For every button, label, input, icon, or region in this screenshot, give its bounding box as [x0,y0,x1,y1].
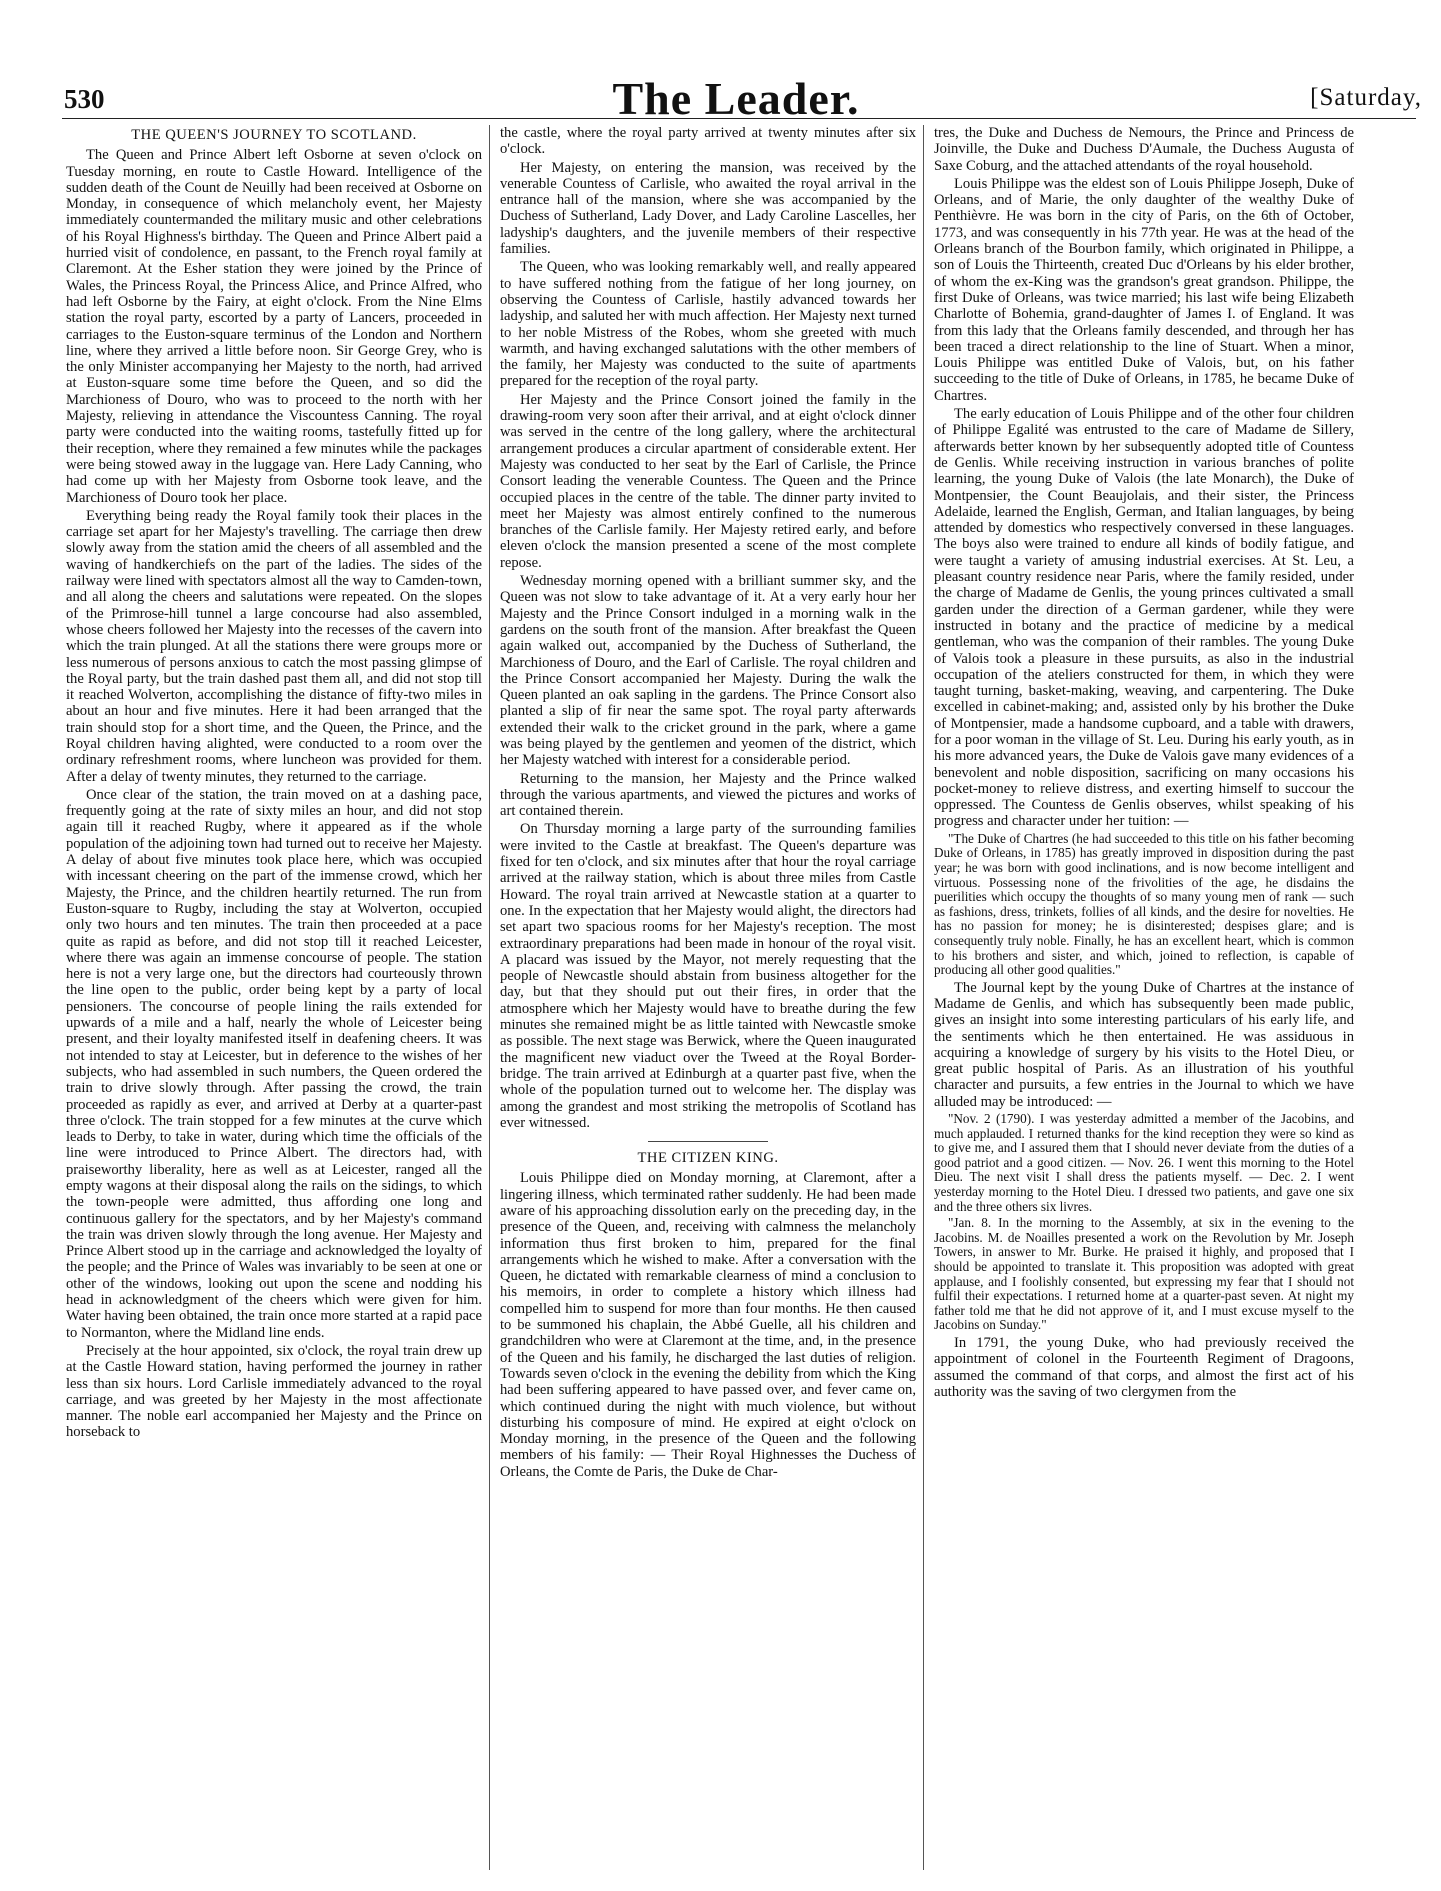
paragraph: tres, the Duke and Duchess de Nemours, the Prince and Princess de Joinville, the Duke and Duchess D'Aumale, the Duchess Augusta of Saxe Coburg, and the attached attendants of the royal household. [934,125,1354,174]
section-divider [648,1141,768,1142]
paragraph: The early education of Louis Philippe and of the other four children of Philippe Egalité was entrusted to the care of Madame de Sillery, afterwards better known by her subsequently adopted title of Countess de Genlis. While receiving instruction in various branches of polite learning, the young Duke of Valois (the late Monarch), the Duke of Montpensier, the Count Beaujolais, and their sister, the Princess Adelaide, learned the English, German, and Italian languages, by being attended by domestics who respectively conversed in these languages. The boys also were trained to endure all kinds of bodily fatigue, and were taught a variety of amusing industrial exercises. At St. Leu, a pleasant country residence near Paris, where the family resided, under the charge of Madame de Genlis, the young princes cultivated a small garden under the direction of a German gardener, while they were instructed in botany and the practice of medicine by a medical gentleman, who was the companion of their rambles. The young Duke of Valois took a pleasure in these pursuits, as also in the industrial occupation of the ateliers constructed for them, in which they were taught turning, basket-making, weaving, and carpentering. The Duke excelled in cabinet-making; and, assisted only by his brother the Duke of Montpensier, made a handsome cupboard, and a table with drawers, for a poor woman in the village of St. Leu. During his early youth, as in his more advanced years, the Duke de Valois gave many evidences of a benevolent and noble disposition, sacrificing on many occasions his pocket-money to relieve distress, and exerting himself to succour the oppressed. The Countess de Genlis observes, whilst speaking of his progress and character under her tuition: — [934,406,1354,830]
column-2 [500,125,916,1873]
paragraph: The Journal kept by the young Duke of Chartres at the instance of Madame de Genlis, and which has subsequently been made public, gives an insight into some interesting particulars of his early life, and the sentiments which he then entertained. He was assiduous in acquiring a knowledge of surgery by his visits to the Hotel Dieu, or great public hospital of Paris. As an illustration of his youthful character and pursuits, a few entries in the Journal to which we have alluded may be introduced: — [934,979,1354,1110]
paragraph: Precisely at the hour appointed, six o'clock, the royal train drew up at the Castle Howard station, having performed the journey in rather less than six hours. Lord Carlisle immediately advanced to the royal carriage, and was greeted by her Majesty in the most affectionate manner. The noble earl accompanied her Majesty and the Prince on horseback to [66,1342,482,1441]
column-divider [489,125,490,1870]
paragraph: Returning to the mansion, her Majesty and the Prince walked through the various apartments, and viewed the pictures and works of art contained therein. [500,770,916,820]
page-number: 530 [64,84,105,114]
column-3 [934,125,1354,1873]
column-1 [66,125,482,1873]
article-heading: THE CITIZEN KING. [637,1150,779,1167]
paragraph: In 1791, the young Duke, who had previously received the appointment of colonel in the Fourteenth Regiment of Dragoons, assumed the command of that corps, and almost the first act of his authority was the saving of two clergymen from the [934,1334,1354,1400]
block-quote: "The Duke of Chartres (he had succeeded to this title on his father becoming Duke of Orleans, in 1785) has greatly improved in disposition during the past year; he was born with good inclinations, and is now become intelligent and virtuous. Possessing none of the frivolities of the age, he disdains the puerilities which occupy the thoughts of so many young men of rank — such as fashions, dress, trinkets, follies of all kinds, and the desire for novelties. He has no passion for money; he is disinterested; despises glare; and is consequently truly noble. Finally, he has an excellent heart, which is common to his brothers and sister, and which, joined to reflection, is capable of producing all other good qualities." [934,830,1354,978]
column-divider [923,125,924,1870]
paragraph: Louis Philippe was the eldest son of Louis Philippe Joseph, Duke of Orleans, and of Marie, the only daughter of the wealthy Duke of Penthièvre. He was born in the city of Paris, on the 6th of October, 1773, and was consequently in his 77th year. He was at the head of the Orleans branch of the Bourbon family, which originated in Philippe, a son of Louis the Thirteenth, created Duc d'Orleans by his elder brother, of whom the ex-King was the grandson's great grandson. Philippe, the first Duke of Orleans, was twice married; his last wife being Elizabeth Charlotte of Bohemia, grand-daughter of James I. of England. It was from this lady that the Orleans family descended, and through her has been traced a direct relationship to the line of Stuart. When a minor, Louis Philippe was entitled Duke of Valois, but, on his father succeeding to the title of Duke of Orleans, in 1785, he became Duke of Chartres. [934,175,1354,404]
paragraph: Once clear of the station, the train moved on at a dashing pace, frequently going at the rate of sixty miles an hour, and did not stop again till it reached Rugby, where it appeared as if the whole population of the adjoining town had turned out to receive her Majesty. A delay of about five minutes took place here, which was occupied with incessant cheering on the part of the immense crowd, which her Majesty, the Prince, and the children heartily returned. The run from Euston-square to Rugby, including the stay at Wolverton, occupied only two hours and ten minutes. The train then proceeded at a pace quite as rapid as before, and did not stop till it reached Leicester, where there was again an immense concourse of people. The station here is not a very large one, but the directors had courteously thrown the line open to the public, order being kept by a party of local pensioners. The concourse of people lining the rails extended for upwards of a mile and a half, nearly the whole of Leicester being present, and their loyalty manifested itself in deafening cheers. It was not intended to stay at Leicester, but in deference to the wishes of her subjects, who had assembled in such numbers, the Queen ordered the train to drive slowly through. After passing the crowd, the train proceeded as rapidly as ever, and arrived at Derby at a quarter-past three o'clock. The train stopped for a few minutes at the curve which leads to Derby, to take in water, during which time the officials of the line were introduced to Prince Albert. The directors had, with praiseworthy liberality, here as well as at Leicester, ranged all the empty wagons at their disposal along the rails on the sidings, to which the town-people were admitted, thus affording one long and continuous gallery for the spectators, and by her Majesty's command the train was driven slowly through the long avenue. Her Majesty and Prince Albert stood up in the carriage and acknowledged the loyalty of the people; and the Prince of Wales was invariably to be seen at one or other of the windows, looking out upon the scene and nodding his head in acknowledgment of the cheers which were given for him. Water having been obtained, the train once more started at a rapid pace to Normanton, where the Midland line ends. [66,786,482,1341]
paragraph: Louis Philippe died on Monday morning, at Claremont, after a lingering illness, which terminated rather suddenly. He had been made aware of his approaching dissolution early on the preceding day, in the presence of the Queen, and, receiving with calmness the melancholy information thus first broken to him, prepared for the final arrangements which he wished to make. After a conversation with the Queen, he dictated with remarkable clearness of mind a conclusion to his memoirs, in order to complete a history which illness had compelled him to suspend for more than four months. He then caused to be summoned his chaplain, the Abbé Guelle, all his children and grandchildren who were at Claremont at the time, and, in the presence of the Queen and his family, he discharged the last duties of religion. Towards seven o'clock in the evening the debility from which the King had been suffering appeared to have passed over, and fever came on, which continued during the night with much violence, but without disturbing his composure of mind. He expired at eight o'clock on Monday morning, in the presence of the Queen and the following members of his family: — Their Royal Highnesses the Duchess of Orleans, the Comte de Paris, the Duke de Char- [500,1170,916,1480]
paragraph: On Thursday morning a large party of the surrounding families were invited to the Castle at breakfast. The Queen's departure was fixed for ten o'clock, and six minutes after that hour the royal carriage arrived at the railway station, which is about three miles from Castle Howard. The royal train arrived at Newcastle station at a quarter to one. In the expectation that her Majesty would alight, the directors had set apart two spacious rooms for her Majesty's reception. The most extraordinary preparations had been made in honour of the royal visit. A placard was issued by the Mayor, not merely requesting that the people of Newcastle should abstain from business altogether for the day, but that they should put out their fires, in order that the atmosphere which her Majesty would have to breathe during the few minutes she remained might be as little tainted with Newcastle smoke as possible. The next stage was Berwick, where the Queen inaugurated the magnificent new viaduct over the Tweed at the Royal Border-bridge. The train arrived at Edinburgh at a quarter past five, when the whole of the population turned out to welcome her. The display was among the grandest and most striking the metropolis of Scotland has ever witnessed. [500,821,916,1131]
paragraph: Her Majesty and the Prince Consort joined the family in the drawing-room very soon after their arrival, and at eight o'clock dinner was served in the centre of the long gallery, where the architectural arrangement produces a circular apartment of considerable extent. Her Majesty was conducted to her seat by the Earl of Carlisle, the Prince Consort leading the venerable Countess. The Queen and the Prince occupied places in the centre of the table. The dinner party invited to meet her Majesty was almost entirely confined to the numerous branches of the Carlisle family. Her Majesty retired early, and before eleven o'clock the mansion presented a scene of the most complete repose. [500,391,916,571]
page-header [50,66,1422,124]
journal-entry: "Nov. 2 (1790). I was yesterday admitted a member of the Jacobins, and much applauded. I returned thanks for the kind reception they were so kind as to give me, and I assured them that I should never deviate from the duties of a good patriot and a good citizen. — Nov. 26. I went this morning to the Hotel Dieu. The next visit I shall dress the patients myself. — Dec. 2. I went yesterday morning to the Hotel Dieu. I dressed two patients, and gave one six and the three others six livres. [934,1111,1354,1214]
paragraph: Wednesday morning opened with a brilliant summer sky, and the Queen was not slow to take advantage of it. At a very early hour her Majesty and the Prince Consort indulged in a morning walk in the gardens on the south front of the mansion. After breakfast the Queen again walked out, accompanied by the Duchess of Sutherland, the Marchioness of Douro, and the Earl of Carlisle. The royal children and the Prince Consort accompanied her Majesty. During the walk the Queen planted an oak sapling in the gardens. The Prince Consort also planted a slip of fir near the same spot. The royal party afterwards extended their walk to the cricket ground in the park, where a game was being played by the gentlemen and yeomen of the district, which her Majesty watched with interest for a considerable period. [500,573,916,769]
header-rule [62,118,1416,119]
paragraph: The Queen, who was looking remarkably well, and really appeared to have suffered nothing from the fatigue of her long journey, on observing the Countess of Carlisle, hastily advanced towards her ladyship, and saluted her with much affection. Her Majesty next turned to her noble Mistress of the Robes, whom she greeted with much warmth, and having exchanged salutations with the other members of the family, her Majesty was conducted to the suite of apartments prepared for the reception of the royal party. [500,259,916,390]
masthead-title: The Leader. [612,73,860,124]
paragraph: Her Majesty, on entering the mansion, was received by the venerable Countess of Carlisle, who awaited the royal arrival in the entrance hall of the mansion, where she was accompanied by the Duchess of Sutherland, Lady Dover, and Lady Caroline Lascelles, her ladyship's daughters, and the juvenile members of their respective families. [500,159,916,258]
article-heading: THE QUEEN'S JOURNEY TO SCOTLAND. [131,127,417,143]
issue-date: [Saturday, [1310,84,1422,111]
paragraph: Everything being ready the Royal family took their places in the carriage set apart for her Majesty's travelling. The carriage then drew slowly away from the station amid the cheers of all assembled and the waving of handkerchiefs on the part of the ladies. The sides of the railway were lined with spectators almost all the way to Camden-town, and all along the cheers and salutations were repeated. On the slopes of the Primrose-hill tunnel a large concourse had also assembled, whose cheers followed her Majesty into the recesses of the cavern into which the train plunged. At all the stations there were groups more or less numerous of persons anxious to catch the most passing glimpse of the Royal party, but the train dashed past them all, and did not stop till it reached Wolverton, accomplishing the distance of fifty-two miles in about an hour and five minutes. Here it had been arranged that the train should stop for a short time, and the Queen, the Prince, and the Royal children having alighted, were conducted to a room over the ordinary refreshment rooms, where luncheon was provided for them. After a delay of twenty minutes, they returned to the carriage. [66,507,482,785]
journal-entry: "Jan. 8. In the morning to the Assembly, at six in the evening to the Jacobins. M. de Noailles presented a work on the Revolution by Mr. Joseph Towers, in answer to Mr. Burke. He praised it highly, and proposed that I should be appointed to translate it. This proposition was adopted with great applause, and I foolishly consented, but expressing my fear that I should not fulfil their expectations. I returned home at a quarter-past seven. At night my father told me that he did not approve of it, and I must excuse myself to the Jacobins on Sunday." [934,1215,1354,1333]
paragraph: the castle, where the royal party arrived at twenty minutes after six o'clock. [500,125,916,158]
paragraph: The Queen and Prince Albert left Osborne at seven o'clock on Tuesday morning, en route to Castle Howard. Intelligence of the sudden death of the Count de Neuilly had been received at Osborne on Monday, in consequence of which melancholy event, her Majesty immediately countermanded the military music and other celebrations of his Royal Highness's birthday. The Queen and Prince Albert paid a hurried visit of condolence, en passant, to the French royal family at Claremont. At the Esher station they were joined by the Prince of Wales, the Princess Royal, the Princess Alice, and Prince Alfred, who had left Osborne by the Fairy, at eight o'clock. From the Nine Elms station the royal party, escorted by a party of Lancers, proceeded in carriages to the Euston-square terminus of the London and Northern line, where they arrived a little before noon. Sir George Grey, who is the only Minister accompanying her Majesty to the north, had arrived at Euston-square some time before the Queen, and so did the Marchioness of Douro, who was to proceed to the north with her Majesty, relieving in attendance the Viscountess Canning. The royal party were conducted into the waiting rooms, tastefully fitted up for their reception, where they remained a few minutes while the packages were being stowed away in the luggage van. Here Lady Canning, who had come up with her Majesty from Osborne took leave, and the Marchioness of Douro took her place. [66,147,482,506]
